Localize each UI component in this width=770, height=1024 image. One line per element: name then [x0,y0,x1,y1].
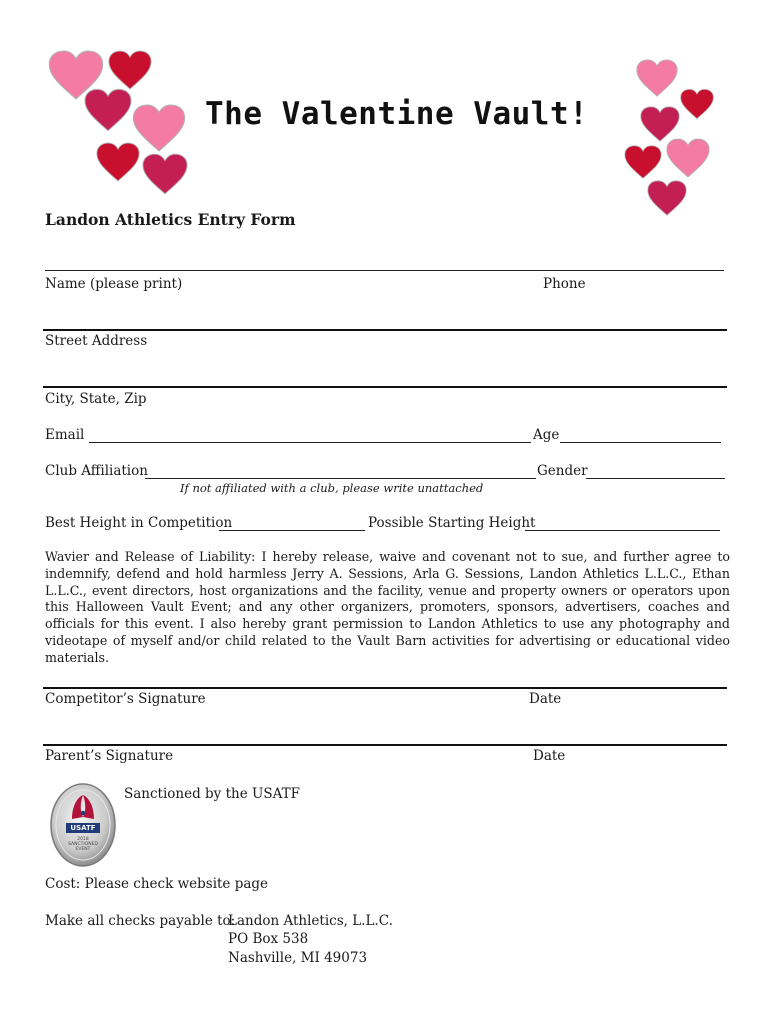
seal-line2: EVENT [75,847,91,852]
competitor-signature-label: Competitor’s Signature [45,691,206,707]
email-label: Email [45,427,85,443]
competitor-date-label: Date [529,691,562,707]
payable-label: Make all checks payable to: [45,913,236,929]
city-state-zip-line[interactable] [43,386,727,388]
payable-po-box: PO Box 538 [228,931,309,947]
cost-text: Cost: Please check website page [45,876,269,892]
heart-icon [108,50,152,90]
age-label: Age [533,427,560,443]
heart-icon [84,88,132,132]
starting-height-label: Possible Starting Height [368,515,536,531]
street-address-label: Street Address [45,333,148,349]
parent-date-label: Date [533,748,566,764]
phone-label: Phone [543,276,586,292]
form-title: Landon Athletics Entry Form [45,210,296,229]
heart-icon [640,106,680,142]
heart-icon [142,152,188,196]
heart-icon [132,104,186,152]
heart-icon [624,145,662,179]
heart-icon [666,138,710,178]
sanction-text: Sanctioned by the USATF [124,786,301,802]
page-title: The Valentine Vault! [205,96,589,132]
seal-line1: SANCTIONED [68,842,98,847]
heart-icon [647,180,687,216]
heart-icon [680,88,714,120]
email-field[interactable] [89,442,531,443]
city-state-zip-label: City, State, Zip [45,391,147,407]
seal-year: 2018 [77,837,89,842]
club-affiliation-label: Club Affiliation [45,463,148,479]
name-line[interactable] [45,270,724,271]
competitor-signature-line[interactable] [43,687,727,689]
heart-icon [96,142,140,182]
payable-name: Landon Athletics, L.L.C. [228,913,393,929]
seal-brand: USATF [70,824,96,832]
parent-signature-line[interactable] [43,744,727,746]
heart-icon [636,58,678,98]
best-height-field[interactable] [219,530,365,531]
street-address-line[interactable] [43,329,727,331]
club-affiliation-note: If not affiliated with a club, please write unattached [180,481,484,495]
waiver-text: Wavier and Release of Liability: I hereby release, waive and covenant not to sue, and further agree to indemnify, defend and hold harmless Jerry A. Sessions, Arla G. Sessions, Landon Athletics L.L.C., Ethan L.L.C., event directors, host organizations and the facility, venue and property owners or operators upon this Halloween Vault Event; and any other organizers, promoters, sponsors, advertisers, coaches and officials for this event. I also hereby grant permission to Landon Athletics to use any photography and videotape of myself and/or child related to the Vault Barn activities for advertising or educational video materials. [45,549,730,665]
name-label: Name (please print) [45,276,183,292]
starting-height-field[interactable] [525,530,720,531]
payable-city: Nashville, MI 49073 [228,950,368,966]
gender-label: Gender [537,463,588,479]
club-affiliation-field[interactable] [145,478,536,479]
gender-field[interactable] [586,478,725,479]
parent-signature-label: Parent’s Signature [45,748,174,764]
age-field[interactable] [560,442,721,443]
usatf-seal-icon [50,783,116,867]
best-height-label: Best Height in Competition [45,515,233,531]
